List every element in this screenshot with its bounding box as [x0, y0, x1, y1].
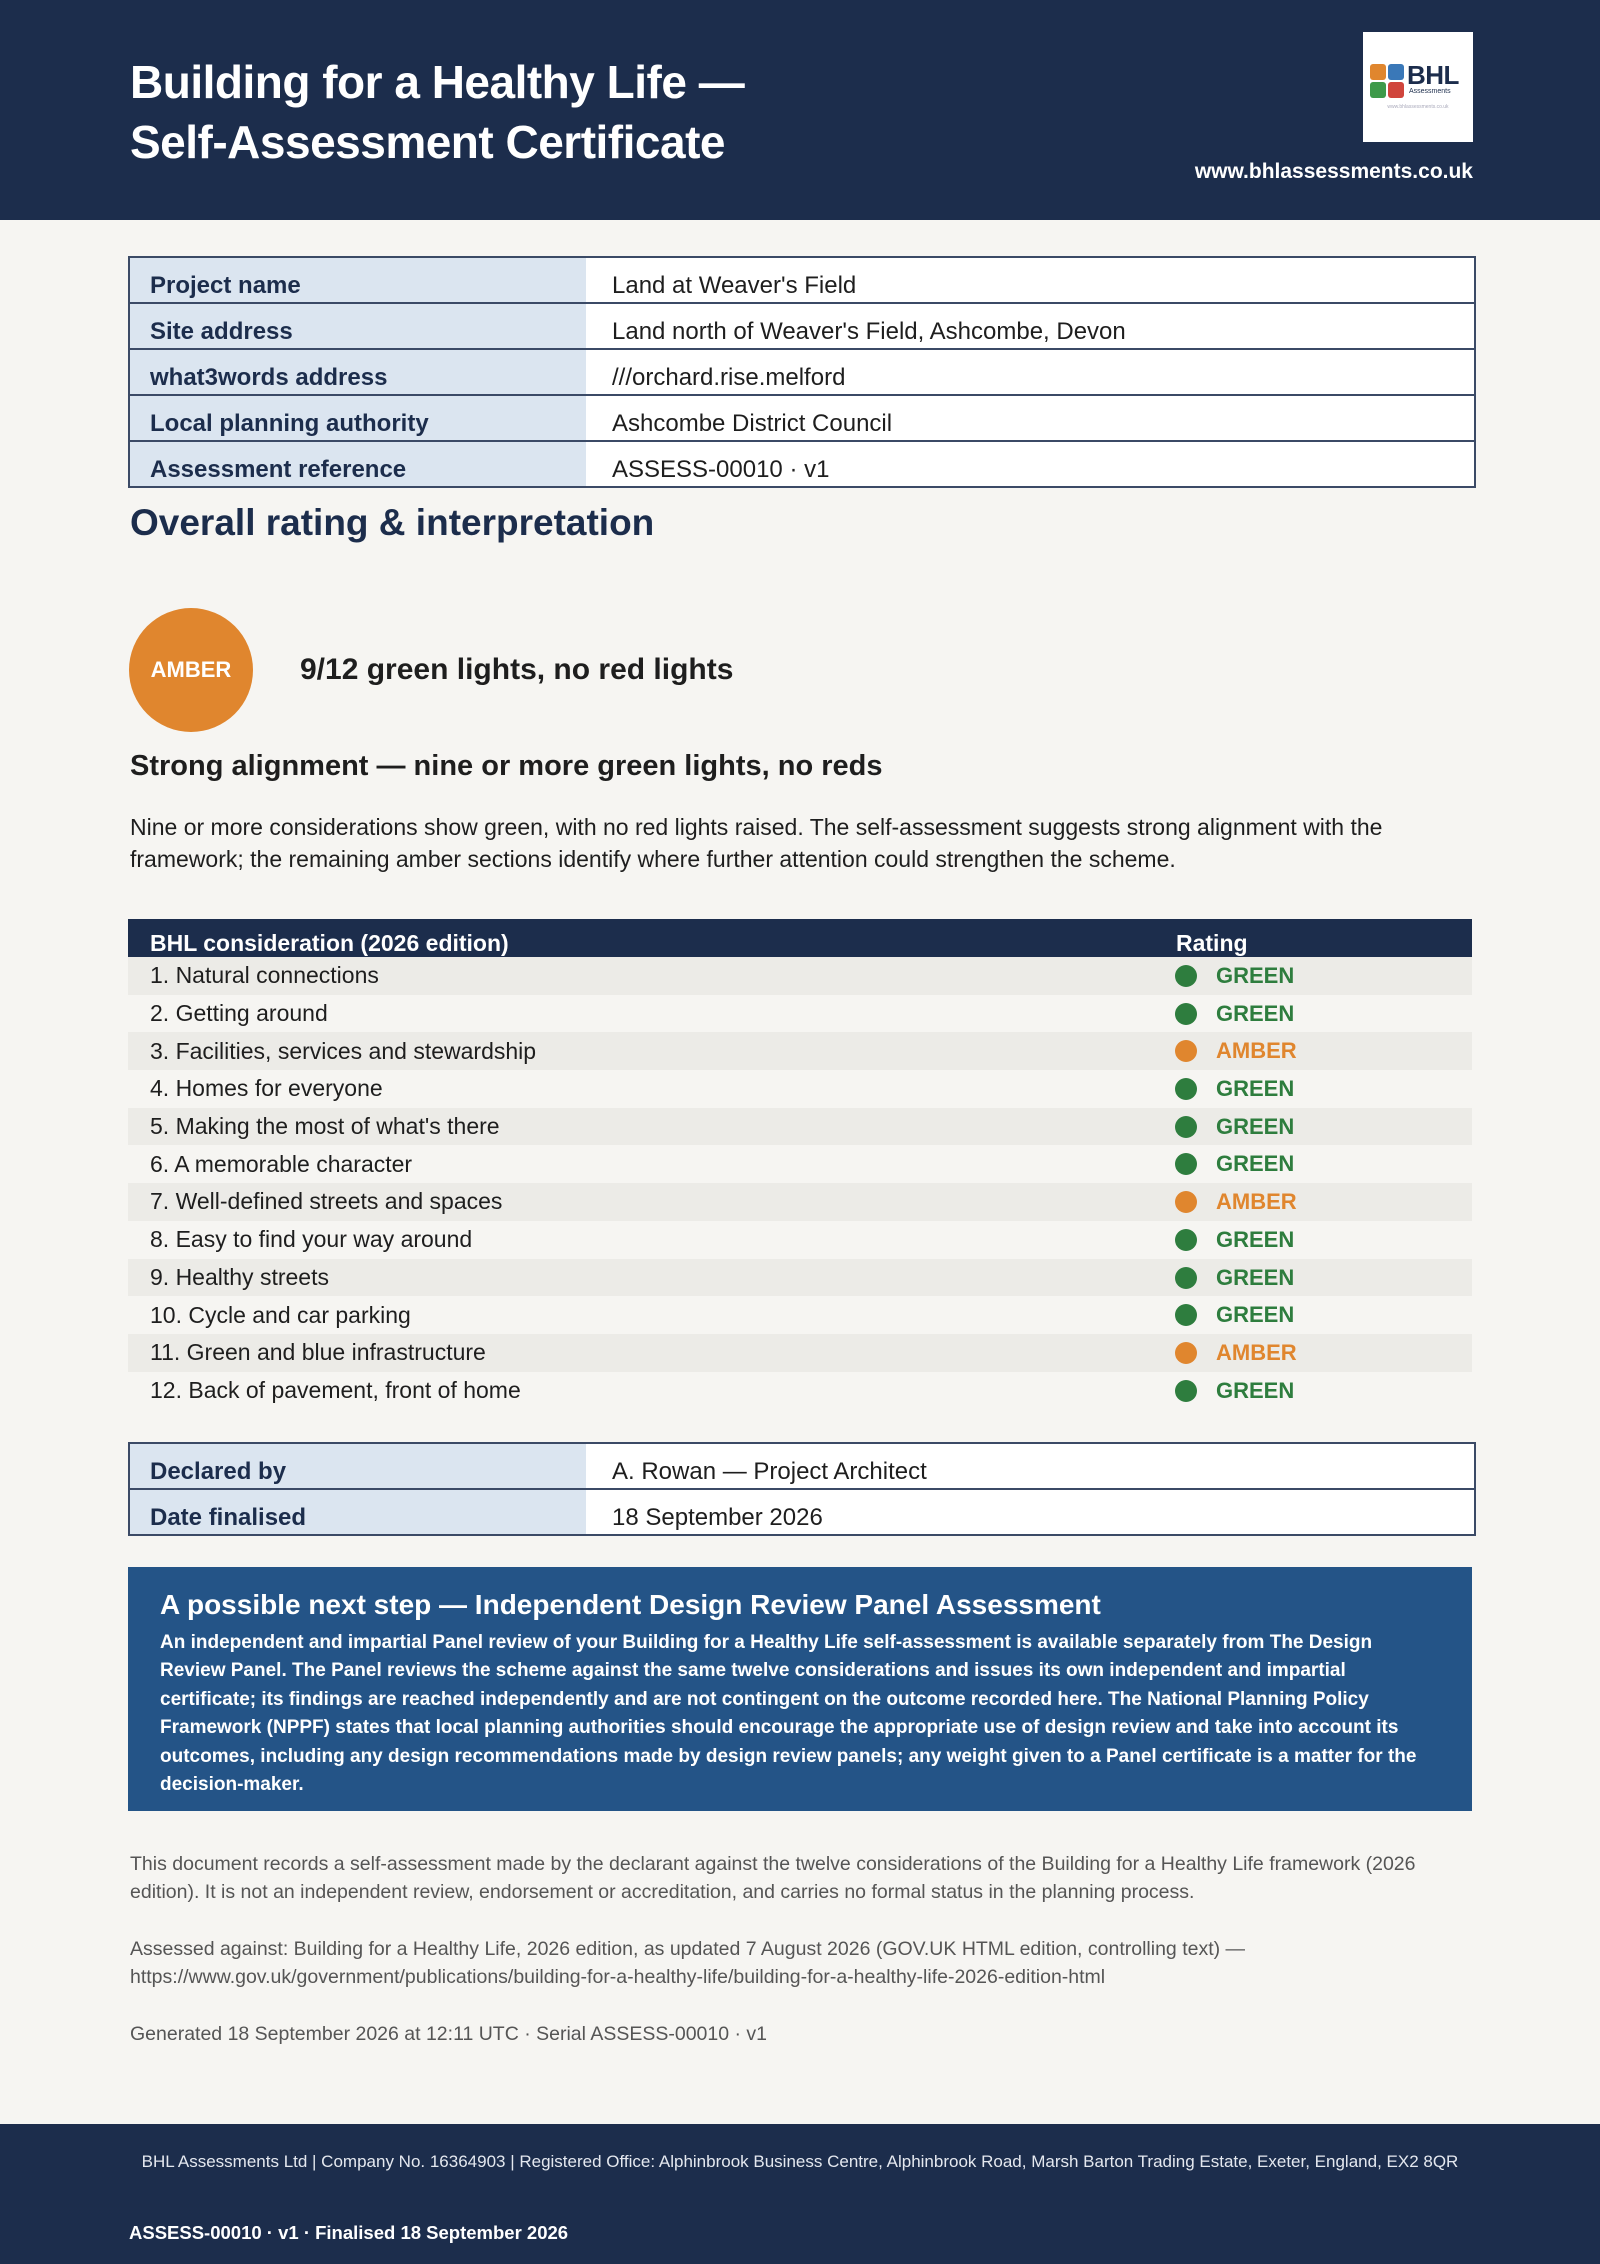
traffic-light-dot-icon — [1175, 965, 1197, 987]
consideration-rating: GREEN — [1216, 1264, 1295, 1290]
project-row — [130, 396, 1474, 442]
traffic-light-dot-icon — [1175, 1078, 1197, 1100]
consideration-rating: GREEN — [1216, 1226, 1295, 1252]
generated-text: Generated 18 September 2026 at 12:11 UTC · Serial ASSESS-00010 · v1 — [130, 2023, 768, 2045]
considerations-rows — [128, 957, 1472, 1409]
project-value: ///orchard.rise.melford — [612, 364, 846, 391]
consideration-name: 7. Well-defined streets and spaces — [150, 1188, 503, 1215]
consideration-name: 2. Getting around — [150, 1000, 328, 1027]
project-value: Land at Weaver's Field — [612, 272, 857, 299]
consideration-rating: AMBER — [1216, 1189, 1297, 1215]
consideration-rating: AMBER — [1216, 1038, 1297, 1064]
declaration-label: Declared by — [130, 1444, 586, 1488]
declaration-value: 18 September 2026 — [612, 1504, 823, 1531]
traffic-light-dot-icon — [1175, 1003, 1197, 1025]
project-details-table — [128, 256, 1476, 488]
consideration-row — [128, 1032, 1472, 1070]
logo-small-text: www.bhlassessments.co.uk — [1387, 104, 1449, 110]
consideration-row — [128, 1221, 1472, 1259]
project-row — [130, 258, 1474, 304]
consideration-name: 1. Natural connections — [150, 962, 379, 989]
project-value: Land north of Weaver's Field, Ashcombe, Devon — [612, 318, 1126, 345]
footer-serial: ASSESS-00010 · v1 · Finalised 18 September 2026 — [129, 2222, 569, 2243]
project-row — [130, 350, 1474, 396]
consideration-name: 3. Facilities, services and stewardship — [150, 1037, 537, 1064]
traffic-light-dot-icon — [1175, 1304, 1197, 1326]
traffic-light-dot-icon — [1175, 1191, 1197, 1213]
consideration-name: 8. Easy to find your way around — [150, 1226, 473, 1253]
consideration-row — [128, 1108, 1472, 1146]
overall-rating-badge: AMBER — [129, 608, 253, 732]
consideration-name: 4. Homes for everyone — [150, 1075, 383, 1102]
traffic-light-dot-icon — [1175, 1267, 1197, 1289]
consideration-name: 5. Making the most of what's there — [150, 1113, 500, 1140]
consideration-row — [128, 1296, 1472, 1334]
interpretation-text: Nine or more considerations show green, with no red lights raised. The self-assessment suggests strong alignment with the framework; the remaining amber sections identify where further attention could strengthen the scheme. — [130, 814, 1383, 872]
next-step-title: A possible next step — Independent Design Review Panel Assessment — [160, 1589, 1101, 1620]
consideration-name: 11. Green and blue infrastructure — [150, 1339, 486, 1366]
consideration-name: 9. Healthy streets — [150, 1263, 329, 1290]
logo-subtext: Assessments — [1409, 88, 1451, 95]
declaration-row — [130, 1444, 1474, 1490]
consideration-row — [128, 957, 1472, 995]
traffic-light-dot-icon — [1175, 1116, 1197, 1138]
consideration-name: 12. Back of pavement, front of home — [150, 1376, 521, 1403]
page-footer — [0, 2124, 1600, 2264]
consideration-rating: GREEN — [1216, 1302, 1295, 1328]
considerations-table-header — [128, 919, 1472, 957]
alignment-heading: Strong alignment — nine or more green lights, no reds — [130, 750, 883, 782]
consideration-rating: GREEN — [1216, 1377, 1295, 1403]
consideration-row — [128, 1070, 1472, 1108]
company-details: BHL Assessments Ltd | Company No. 16364903 | Registered Office: Alphinbrook Business Centre, Alphinbrook Road, Marsh Barton Trading Estate, Exeter, England, EX2 8QR — [141, 2152, 1459, 2171]
logo-wordmark: BHL — [1407, 60, 1459, 90]
assessed-against-text: Assessed against: Building for a Healthy Life, 2026 edition, as updated 7 August 2026 (GOV.UK HTML edition, controlling text) — https://www.gov.uk/government/publications/building-for-a-healthy-life/building-for-a-healthy-life-2026-edition-html — [130, 1938, 1246, 1988]
traffic-light-dot-icon — [1175, 1153, 1197, 1175]
traffic-light-dot-icon — [1175, 1229, 1197, 1251]
next-step-panel — [128, 1567, 1472, 1811]
disclaimer-text: This document records a self-assessment made by the declarant against the twelve considerations of the Building for a Healthy Life framework (2026 edition). It is not an independent review, endorsement or accreditation, and carries no formal status in the planning process. — [130, 1853, 1416, 1903]
consideration-name: 6. A memorable character — [150, 1150, 413, 1177]
page-header — [0, 0, 1600, 220]
consideration-rating: GREEN — [1216, 1113, 1295, 1139]
considerations-table — [128, 919, 1472, 1409]
project-label: Site address — [130, 304, 586, 348]
project-value: ASSESS-00010 · v1 — [612, 456, 830, 483]
bhl-logo — [1363, 32, 1473, 142]
logo-tiles-icon — [1370, 64, 1406, 100]
consideration-rating: GREEN — [1216, 963, 1295, 988]
title-line-2: Self-Assessment Certificate — [130, 116, 725, 168]
consideration-column-header: BHL consideration (2026 edition) — [150, 930, 509, 956]
traffic-light-dot-icon — [1175, 1342, 1197, 1364]
project-row — [130, 442, 1474, 488]
project-label: Project name — [130, 258, 586, 302]
declaration-label: Date finalised — [130, 1490, 586, 1534]
consideration-rating: GREEN — [1216, 1000, 1295, 1026]
declaration-table — [128, 1442, 1476, 1536]
consideration-name: 10. Cycle and car parking — [150, 1301, 411, 1328]
declaration-row — [130, 1490, 1474, 1536]
consideration-rating: AMBER — [1216, 1339, 1297, 1365]
next-step-body: An independent and impartial Panel review of your Building for a Healthy Life self-assessment is available separately from The Design Review Panel. The Panel reviews the scheme against the same twelve considerations and issues its own independent and impartial certificate; its findings are reached independently and are not contingent on the outcome recorded here. The National Planning Policy Framework (NPPF) states that local planning authorities should encourage the appropriate use of design review and take into account its outcomes, including any design recommendations made by design review panels; any weight given to a Panel certificate is a matter for the decision-maker. — [160, 1632, 1417, 1796]
overall-rating-heading: Overall rating & interpretation — [130, 502, 655, 543]
title-line-1: Building for a Healthy Life — — [130, 56, 745, 108]
project-label: Assessment reference — [130, 442, 586, 486]
project-label: what3words address — [130, 350, 586, 394]
consideration-row — [128, 1145, 1472, 1183]
consideration-row — [128, 1259, 1472, 1297]
rating-summary: 9/12 green lights, no red lights — [300, 653, 734, 686]
traffic-light-dot-icon — [1175, 1380, 1197, 1402]
consideration-row — [128, 995, 1472, 1033]
declaration-value: A. Rowan — Project Architect — [612, 1458, 927, 1485]
traffic-light-dot-icon — [1175, 1040, 1197, 1062]
consideration-rating: GREEN — [1216, 1076, 1295, 1102]
consideration-row — [128, 1183, 1472, 1221]
project-value: Ashcombe District Council — [612, 410, 893, 437]
rating-column-header: Rating — [1176, 930, 1248, 956]
consideration-rating: GREEN — [1216, 1151, 1295, 1177]
website-url[interactable]: www.bhlassessments.co.uk — [1194, 160, 1473, 183]
project-row — [130, 304, 1474, 350]
certificate-title — [130, 52, 744, 172]
consideration-row — [128, 1334, 1472, 1372]
project-label: Local planning authority — [130, 396, 586, 440]
consideration-row — [128, 1372, 1472, 1410]
